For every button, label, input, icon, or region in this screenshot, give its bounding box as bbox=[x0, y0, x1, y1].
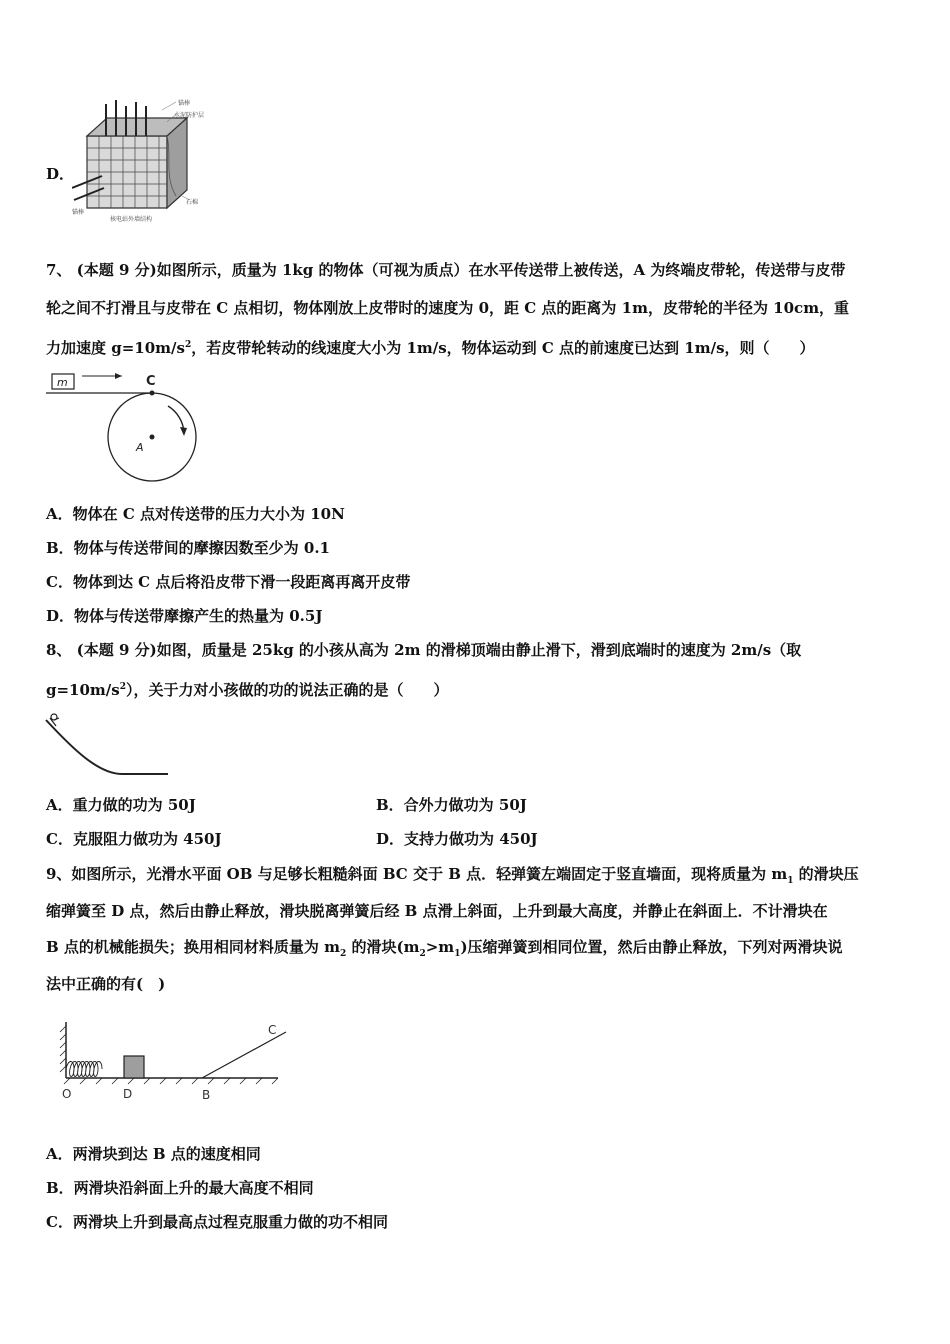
q8-stem-line1: 8、 (本题 9 分)如图，质量是 25kg 的小孩从高为 2m 的滑梯顶端由静止滑下，滑到底端时的速度为 2m/s（取 bbox=[46, 641, 802, 659]
q8-option-c: C．克服阻力做功为 450J bbox=[46, 830, 222, 848]
q6-figure-label-cement: 水泥防护层 bbox=[174, 112, 205, 119]
q8-option-a: A．重力做的功为 50J bbox=[46, 796, 196, 814]
q6-figure-caption: 核电站外墙结构 bbox=[110, 216, 153, 223]
q6-figure-label-asbestos: 石棉 bbox=[186, 199, 199, 206]
q7-option-a: A．物体在 C 点对传送带的压力大小为 10N bbox=[46, 505, 345, 523]
q7-option-b: B．物体与传送带间的摩擦因数至少为 0.1 bbox=[46, 539, 330, 557]
q6-figure-label-anchor-top: 锚棒 bbox=[178, 100, 191, 107]
q7-stem-line3: 力加速度 $g=10m/s^2$，若皮带轮转动的线速度大小为 1m/s，物体运动到 C 点的前速度已达到 1m/s，则（ ） bbox=[46, 339, 815, 357]
q7-option-c: C．物体到达 C 点后将沿皮带下滑一段距离再离开皮带 bbox=[46, 573, 411, 591]
q6-option-d-label: D． bbox=[46, 165, 75, 183]
q9-figure-label-o: O bbox=[62, 1087, 72, 1101]
q6-figure-concrete-block bbox=[72, 96, 212, 226]
q7-figure-point-c: C bbox=[146, 374, 156, 389]
q9-option-c: C．两滑块上升到最高点过程克服重力做的功不相同 bbox=[46, 1213, 388, 1231]
q7-figure-conveyor-belt bbox=[46, 366, 206, 484]
q9-stem-line3: B 点的机械能损失；换用相同材料质量为 $m_2$ 的滑块$(m_2>m_1)$压缩弹簧到相同位置，然后由静止释放，下列对两滑块说 bbox=[46, 938, 843, 959]
q8-option-b: B．合外力做功为 50J bbox=[376, 796, 527, 814]
q9-stem-line1: 9、如图所示，光滑水平面 OB 与足够长粗糙斜面 BC 交于 B 点．轻弹簧左端固定于竖直墙面，现将质量为 $m_1$ 的滑块压 bbox=[46, 865, 859, 886]
q9-stem-line2: 缩弹簧至 D 点，然后由静止释放，滑块脱离弹簧后经 B 点滑上斜面，上升到最大高度，并静止在斜面上．不计滑块在 bbox=[46, 902, 828, 920]
q9-figure-label-c: C bbox=[268, 1023, 277, 1037]
q8-figure-slide bbox=[42, 708, 172, 778]
q8-option-d: D．支持力做功为 450J bbox=[376, 830, 538, 848]
q6-figure-label-anchor-bottom: 锚棒 bbox=[72, 209, 85, 216]
q9-option-a: A．两滑块到达 B 点的速度相同 bbox=[46, 1145, 261, 1163]
q9-figure-label-d: D bbox=[123, 1087, 133, 1101]
q7-option-d: D．物体与传送带摩擦产生的热量为 0.5J bbox=[46, 607, 323, 625]
q9-option-b: B．两滑块沿斜面上升的最大高度不相同 bbox=[46, 1179, 314, 1197]
q9-figure-spring-incline bbox=[56, 1018, 292, 1104]
q9-figure-label-b: B bbox=[202, 1088, 211, 1102]
q7-figure-block-label: m bbox=[57, 376, 68, 389]
q7-stem-line2: 轮之间不打滑且与皮带在 C 点相切，物体刚放上皮带时的速度为 0，距 C 点的距离为 1m，皮带轮的半径为 10cm，重 bbox=[46, 299, 850, 317]
q9-stem-line4: 法中正确的有( ) bbox=[46, 975, 166, 993]
q7-stem-line1: 7、 (本题 9 分)如图所示，质量为 1kg 的物体（可视为质点）在水平传送带上被传送，A 为终端皮带轮，传送带与皮带 bbox=[46, 261, 846, 279]
q7-figure-point-a: A bbox=[136, 441, 144, 454]
q8-stem-line2: $g=10m/s^2$），关于力对小孩做的功的说法正确的是（ ） bbox=[46, 681, 449, 699]
